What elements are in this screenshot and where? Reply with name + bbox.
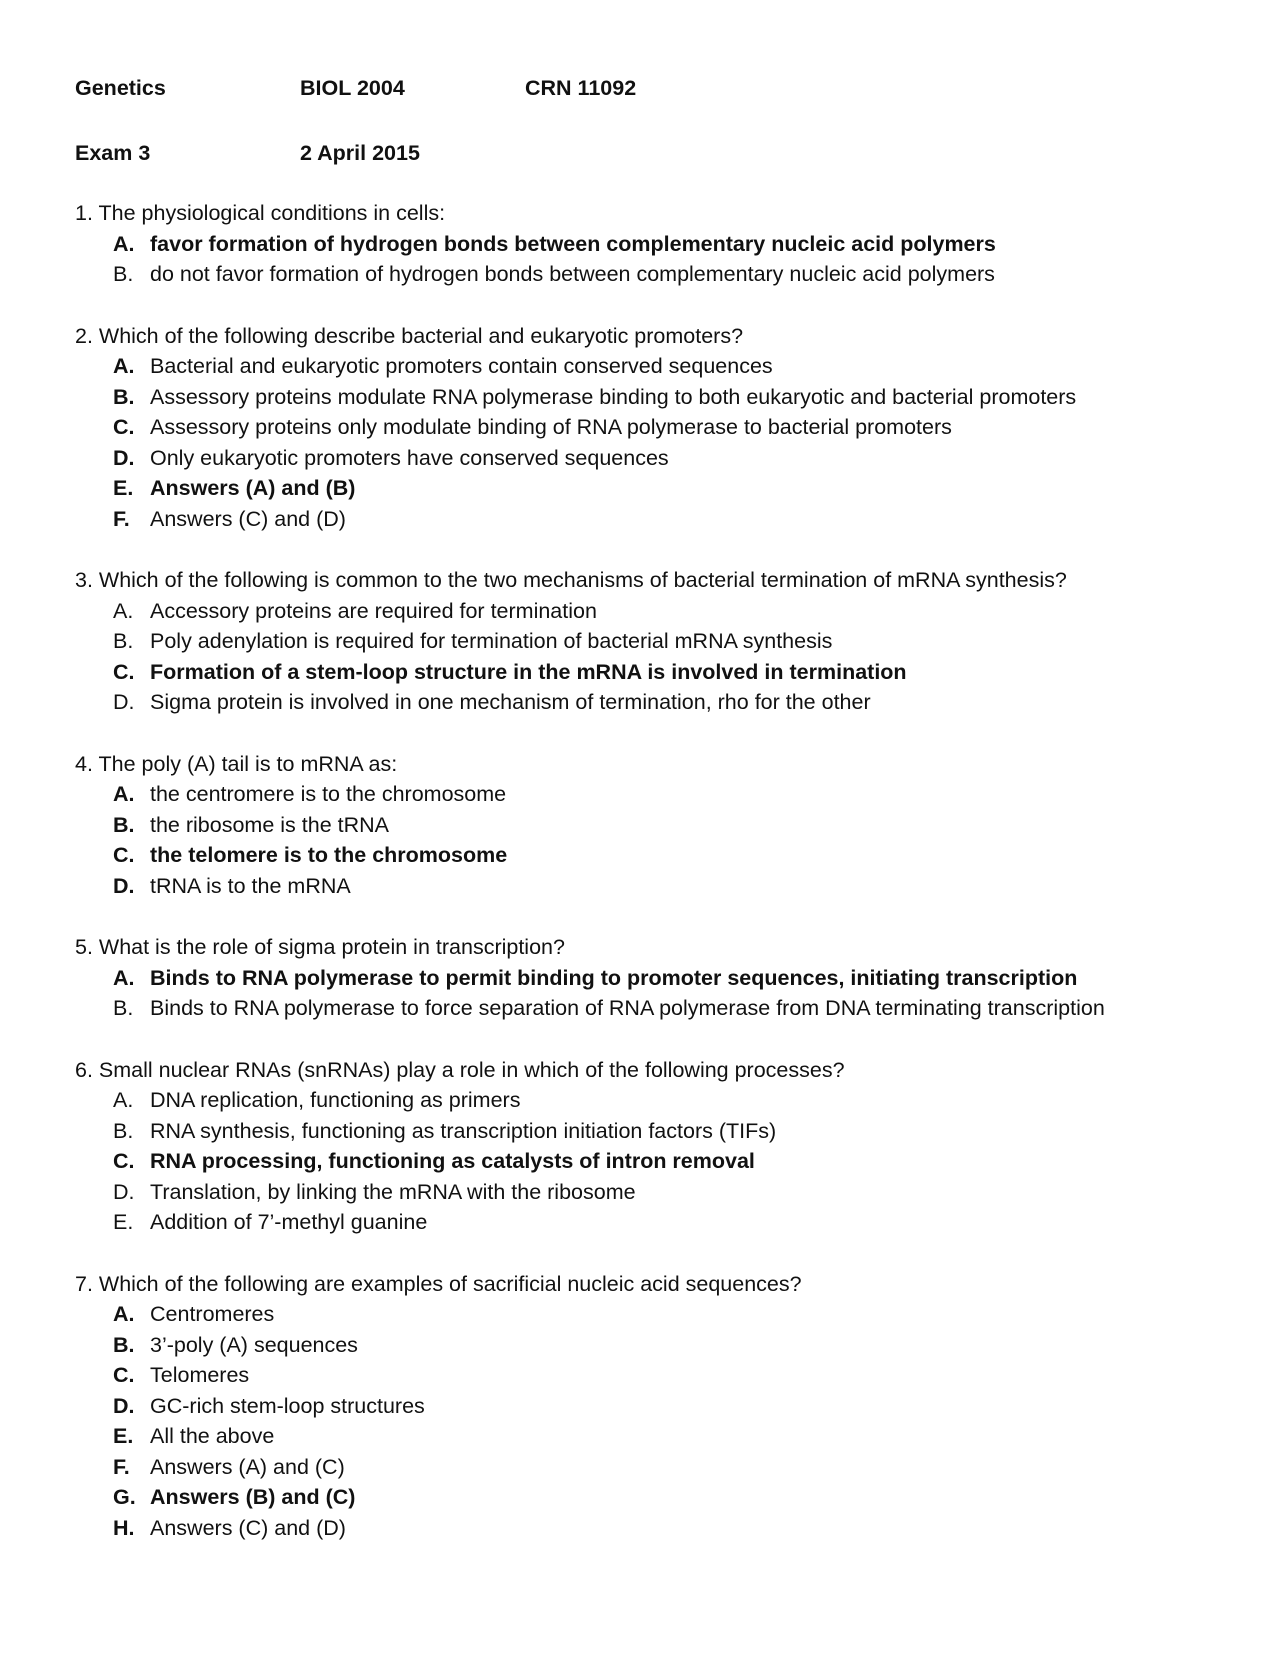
option-letter: C. xyxy=(113,415,135,439)
answer-option xyxy=(75,840,1255,871)
option-text: Only eukaryotic promoters have conserved sequences xyxy=(150,445,669,470)
option-letter: D. xyxy=(113,690,135,714)
answer-option xyxy=(75,443,1255,474)
option-text: 3’-poly (A) sequences xyxy=(150,1332,358,1357)
option-letter: B. xyxy=(113,1332,135,1357)
option-list xyxy=(75,779,1255,901)
answer-option xyxy=(75,1391,1255,1422)
option-text: tRNA is to the mRNA xyxy=(150,873,351,898)
option-text: DNA replication, functioning as primers xyxy=(150,1088,521,1112)
answer-option xyxy=(75,229,1255,260)
option-text: Answers (B) and (C) xyxy=(150,1485,356,1509)
answer-option xyxy=(75,1146,1255,1177)
answer-option xyxy=(75,810,1255,841)
option-letter: B. xyxy=(113,629,134,653)
option-letter: C. xyxy=(113,1363,135,1387)
option-list xyxy=(75,596,1255,718)
option-text: Formation of a stem-loop structure in the mRNA is involved in termination xyxy=(150,659,907,684)
option-letter: A. xyxy=(113,1302,135,1326)
question-7 xyxy=(75,1269,1255,1544)
answer-option xyxy=(75,963,1255,994)
option-text: Centromeres xyxy=(150,1302,275,1326)
option-letter: D. xyxy=(113,1179,135,1204)
question-stem: 1. The physiological conditions in cells: xyxy=(75,201,446,225)
option-letter: D. xyxy=(113,445,135,470)
answer-option xyxy=(75,382,1255,413)
question-stem: 5. What is the role of sigma protein in transcription? xyxy=(75,935,565,959)
option-text: Accessory proteins are required for termination xyxy=(150,598,597,623)
question-6 xyxy=(75,1055,1255,1238)
option-letter: G. xyxy=(113,1485,136,1509)
answer-option xyxy=(75,871,1255,902)
answer-option xyxy=(75,993,1255,1024)
option-list xyxy=(75,351,1255,534)
option-letter: A. xyxy=(113,965,135,990)
option-list xyxy=(75,229,1255,290)
option-text: GC-rich stem-loop structures xyxy=(150,1393,425,1418)
answer-option xyxy=(75,1116,1255,1147)
crn-number: CRN 11092 xyxy=(525,76,637,100)
option-text: Sigma protein is involved in one mechanism of termination, rho for the other xyxy=(150,690,871,714)
answer-option xyxy=(75,351,1255,382)
option-letter: H. xyxy=(113,1515,135,1540)
answer-option xyxy=(75,626,1255,657)
answer-option xyxy=(75,473,1255,504)
course-name: Genetics xyxy=(75,76,166,100)
answer-option xyxy=(75,596,1255,627)
answer-option xyxy=(75,1452,1255,1483)
option-letter: B. xyxy=(113,812,135,837)
option-letter: F. xyxy=(113,506,130,531)
option-letter: A. xyxy=(113,231,135,256)
option-text: Bacterial and eukaryotic promoters contain conserved sequences xyxy=(150,354,773,378)
course-code: BIOL 2004 xyxy=(300,76,405,100)
option-letter: B. xyxy=(113,384,135,409)
question-2 xyxy=(75,321,1255,535)
option-letter: D. xyxy=(113,1393,135,1418)
answer-option xyxy=(75,1513,1255,1544)
answer-option xyxy=(75,504,1255,535)
option-letter: B. xyxy=(113,996,134,1020)
option-text: the centromere is to the chromosome xyxy=(150,782,507,806)
option-text: RNA synthesis, functioning as transcription initiation factors (TIFs) xyxy=(150,1118,777,1143)
option-text: Assessory proteins modulate RNA polymerase binding to both eukaryotic and bacterial promoters xyxy=(150,384,1077,409)
option-text: Translation, by linking the mRNA with the ribosome xyxy=(150,1179,636,1204)
answer-option xyxy=(75,1207,1255,1238)
question-5 xyxy=(75,932,1255,1024)
question-1 xyxy=(75,198,1255,290)
option-text: All the above xyxy=(150,1424,275,1448)
option-letter: D. xyxy=(113,873,135,898)
option-text: Poly adenylation is required for termination of bacterial mRNA synthesis xyxy=(150,629,833,653)
option-letter: C. xyxy=(113,843,135,867)
option-text: do not favor formation of hydrogen bonds between complementary nucleic acid polymers xyxy=(150,262,995,286)
answer-option xyxy=(75,259,1255,290)
option-text: the ribosome is the tRNA xyxy=(150,812,389,837)
option-text: Binds to RNA polymerase to permit binding to promoter sequences, initiating transcription xyxy=(150,965,1078,990)
question-list xyxy=(75,198,1255,1574)
answer-option xyxy=(75,1299,1255,1330)
option-text: the telomere is to the chromosome xyxy=(150,843,508,867)
option-text: Answers (A) and (B) xyxy=(150,476,356,500)
option-text: Binds to RNA polymerase to force separation of RNA polymerase from DNA terminating transcription xyxy=(150,996,1105,1020)
question-stem: 6. Small nuclear RNAs (snRNAs) play a role in which of the following processes? xyxy=(75,1057,845,1082)
option-letter: A. xyxy=(113,598,134,623)
option-letter: F. xyxy=(113,1454,130,1479)
option-list xyxy=(75,1085,1255,1238)
option-letter: C. xyxy=(113,1149,135,1173)
option-text: Assessory proteins only modulate binding of RNA polymerase to bacterial promoters xyxy=(150,415,952,439)
exam-title: Exam 3 xyxy=(75,141,151,165)
question-stem: 2. Which of the following describe bacterial and eukaryotic promoters? xyxy=(75,323,744,348)
option-text: Answers (C) and (D) xyxy=(150,506,346,531)
option-list xyxy=(75,963,1255,1024)
answer-option xyxy=(75,1177,1255,1208)
option-text: Answers (C) and (D) xyxy=(150,1515,346,1540)
answer-option xyxy=(75,657,1255,688)
option-letter: A. xyxy=(113,354,135,378)
answer-option xyxy=(75,1330,1255,1361)
option-text: RNA processing, functioning as catalysts of intron removal xyxy=(150,1149,755,1173)
option-list xyxy=(75,1299,1255,1543)
answer-option xyxy=(75,1360,1255,1391)
option-text: Addition of 7’-methyl guanine xyxy=(150,1210,428,1234)
question-stem: 3. Which of the following is common to the two mechanisms of bacterial termination of mRNA synthesis? xyxy=(75,568,1067,592)
answer-option xyxy=(75,1421,1255,1452)
option-letter: C. xyxy=(113,659,135,684)
answer-option xyxy=(75,779,1255,810)
option-letter: B. xyxy=(113,262,134,286)
question-4 xyxy=(75,749,1255,902)
answer-option xyxy=(75,1085,1255,1116)
option-letter: A. xyxy=(113,1088,134,1112)
answer-option xyxy=(75,1482,1255,1513)
exam-date: 2 April 2015 xyxy=(300,141,420,165)
answer-option xyxy=(75,412,1255,443)
option-text: Telomeres xyxy=(150,1363,250,1387)
option-text: Answers (A) and (C) xyxy=(150,1454,345,1479)
question-stem: 4. The poly (A) tail is to mRNA as: xyxy=(75,751,398,776)
answer-option xyxy=(75,687,1255,718)
option-letter: A. xyxy=(113,782,135,806)
option-letter: B. xyxy=(113,1118,134,1143)
question-stem: 7. Which of the following are examples of sacrificial nucleic acid sequences? xyxy=(75,1271,802,1296)
option-text: favor formation of hydrogen bonds between complementary nucleic acid polymers xyxy=(150,231,996,256)
option-letter: E. xyxy=(113,1210,134,1234)
option-letter: E. xyxy=(113,476,134,500)
option-letter: E. xyxy=(113,1424,134,1448)
question-3 xyxy=(75,565,1255,718)
